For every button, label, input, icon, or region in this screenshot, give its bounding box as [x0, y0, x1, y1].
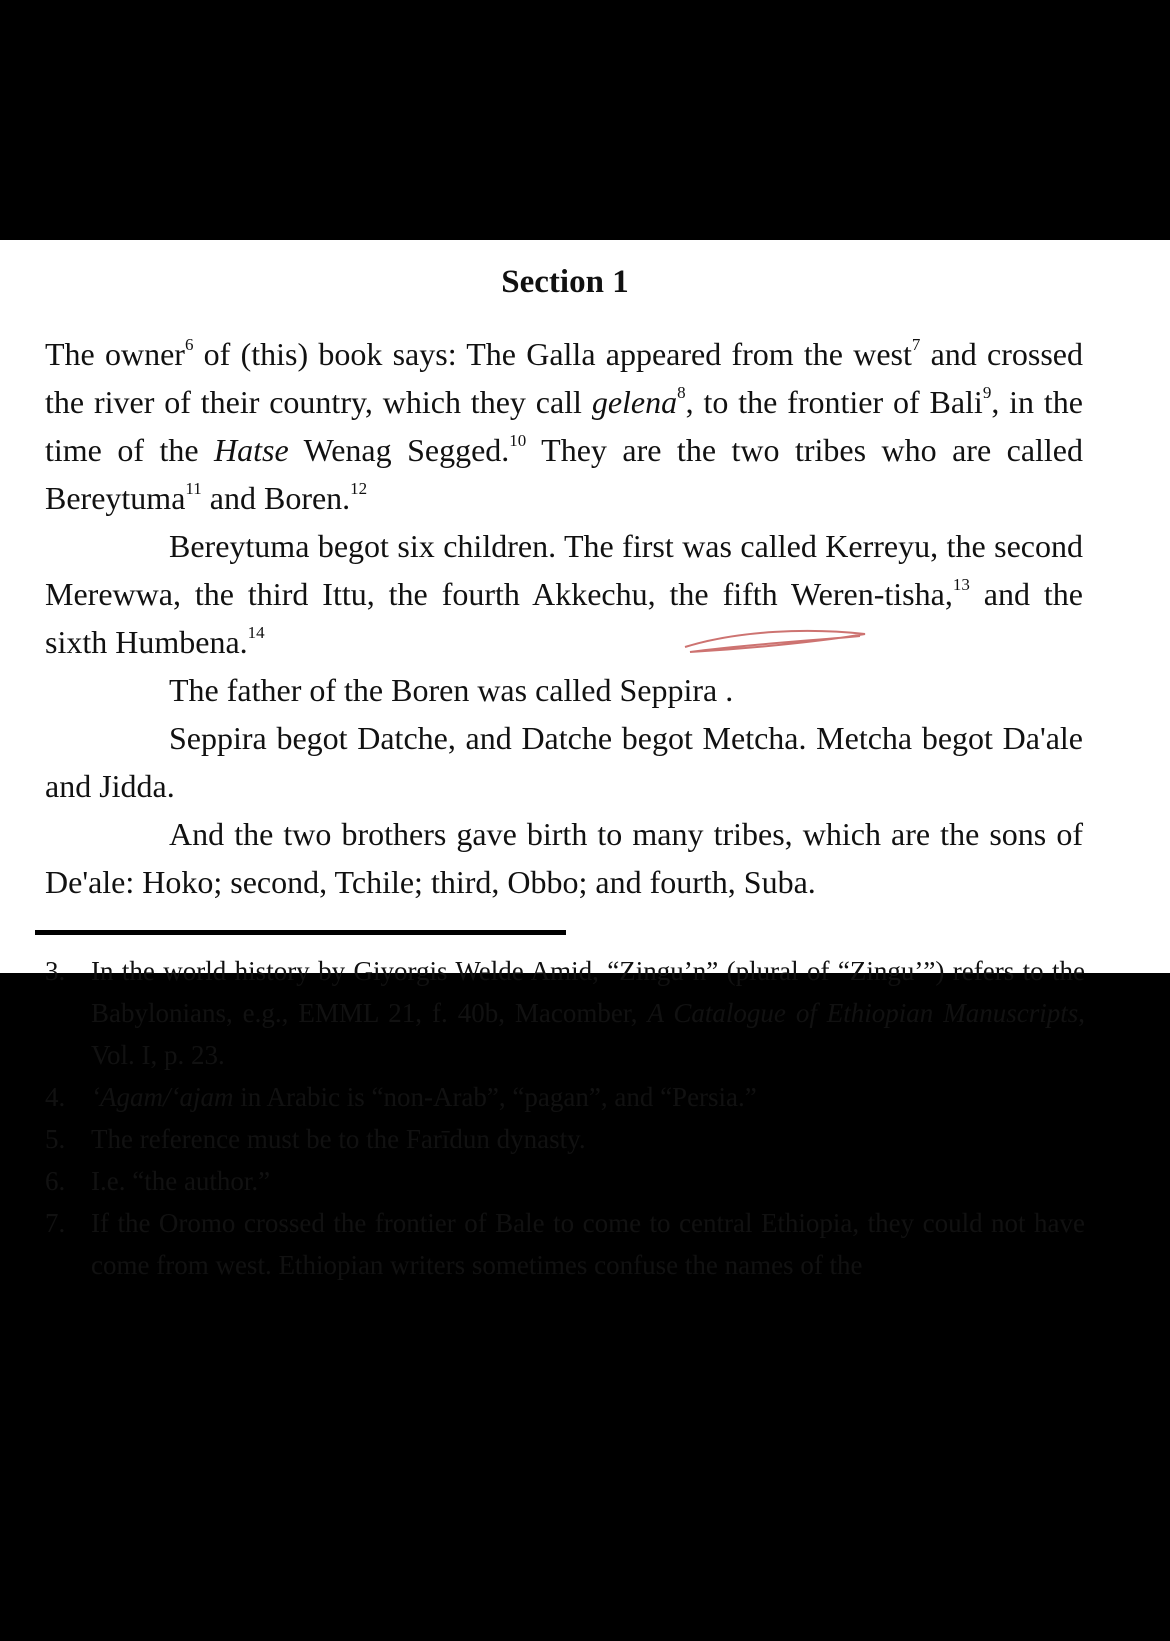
footnote-ref-10: 10: [509, 431, 527, 450]
footnote-ref-14: 14: [247, 623, 265, 642]
footnote-ref-8: 8: [677, 383, 686, 402]
footnote-ref-12: 12: [350, 479, 368, 498]
book-page: [0, 240, 1170, 1280]
paragraph-4: Seppira begot Datche, and Datche begot Metcha. Metcha begot Da'ale and Jidda.: [45, 720, 1083, 804]
footnote-5: 5. The reference must be to the Farīdun dynasty.: [45, 1124, 586, 1154]
footnote-3: 3. In the world history by Giyorgis Welde Amid, “Zingu’n” (plural of “Zingu’”) refers to the Babylonians, e.g., EMML 21, f. 40b, Macomber, A Catalogue of Ethiopian Manuscripts, Vol. I, p. 23.: [45, 956, 1085, 1070]
paragraph-5: And the two brothers gave birth to many tribes, which are the sons of De'ale: Hoko; second, Tchile; third, Obbo; and fourth, Suba.: [45, 816, 1083, 900]
footnote-ref-7: 7: [911, 335, 921, 354]
paragraph-3: The father of the Boren was called Seppira .: [169, 672, 734, 708]
paragraph-2: Bereytuma begot six children. The first was called Kerreyu, the second Merewwa, the third Ittu, the fourth Akkechu, the fifth Weren-tisha,$^{13}$ and the sixth Humbena.$^{14}$: [45, 528, 1084, 660]
footnote-ref-9: 9: [982, 383, 992, 402]
footnote-4: 4. ‘Agam/‘ajam in Arabic is “non-Arab”, “pagan”, and “Persia.”: [45, 1082, 757, 1112]
italic-gelena: gelena: [591, 384, 678, 420]
footnote-divider: [35, 930, 566, 935]
footnote-ref-13: 13: [952, 575, 970, 594]
red-pen-scribble: [680, 622, 870, 662]
paragraph-1: The owner$^6$ of (this) book says: The Galla appeared from the west$^7$ and crossed the river of their country, which they call gelena$^8$, to the frontier of Bali$^9$, in the time of the Hatse Wenag Segged.$^{10}$ They are the two tribes who are called Bereytuma$^{11}$ and Boren.$^{12}$: [45, 335, 1084, 516]
footnote-6: 6. I.e. “the author.”: [45, 1166, 271, 1196]
italic-hatse: Hatse: [214, 432, 289, 468]
footnote-7: 7. If the Oromo crossed the frontier of Bale to come to central Ethiopia, they could not have come from west. Ethiopian writers sometimes confuse the names of the: [45, 1208, 1085, 1280]
section-title: Section 1: [501, 264, 629, 300]
main-text: [45, 330, 1083, 906]
footnote-ref-11: 11: [185, 479, 202, 498]
footnotes: [45, 950, 1085, 1286]
footnote-ref-6: 6: [184, 335, 194, 354]
